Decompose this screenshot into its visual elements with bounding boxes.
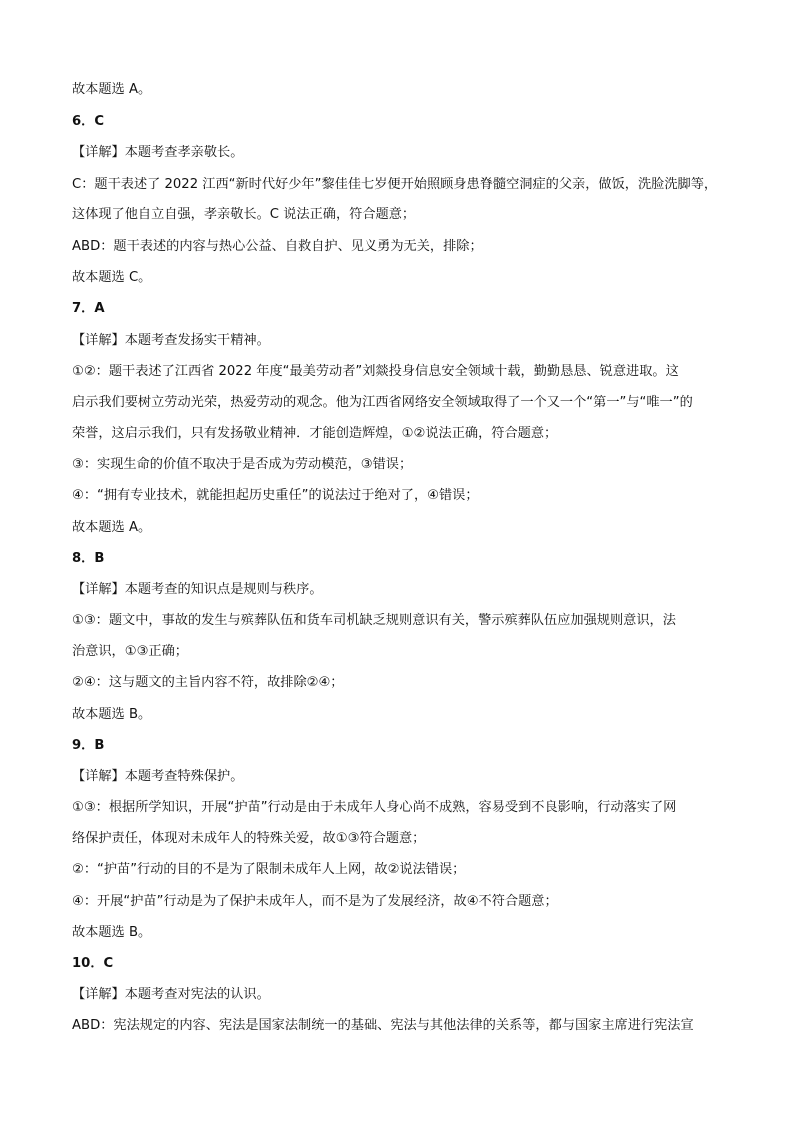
- text-line: 故本题选 B。: [72, 707, 152, 722]
- text-line: ①③：题文中，事故的发生与殡葬队伍和货车司机缺乏规则意识有关，警示殡葬队伍应加强规则意识，法: [72, 613, 676, 628]
- text-line: ②：“护苗”行动的目的不是为了限制未成年人上网，故②说法错误；: [72, 862, 466, 877]
- text-line: ABD：宪法规定的内容、宪法是国家法制统一的基础、宪法与其他法律的关系等，都与国家主席进行宪法宣: [72, 1018, 694, 1033]
- text-line: ③：实现生命的价值不取决于是否成为劳动模范，③错误；: [72, 457, 413, 472]
- text-line: 故本题选 C。: [72, 270, 152, 285]
- question-number: 8．B: [72, 551, 105, 566]
- question-number: 7．A: [72, 301, 105, 316]
- text-line: 荣誉，这启示我们，只有发扬敬业精神．才能创造辉煌，①②说法正确，符合题意；: [72, 426, 558, 441]
- text-line: 【详解】本题考查对宪法的认识。: [72, 987, 270, 1002]
- text-line: 故本题选 B。: [72, 925, 152, 940]
- text-line: C：题干表述了 2022 江西“新时代好少年”黎佳佳七岁便开始照顾身患脊髓空洞症的父亲，做饭，洗脸洗脚等，: [72, 177, 718, 192]
- text-line: 故本题选 A。: [72, 520, 152, 535]
- text-line: 【详解】本题考查特殊保护。: [72, 769, 244, 784]
- text-line: 络保护责任，体现对未成年人的特殊关爱，故①③符合题意；: [72, 831, 426, 846]
- text-line: 治意识，①③正确；: [72, 644, 188, 659]
- text-line: 这体现了他自立自强，孝亲敬长。C 说法正确，符合题意；: [72, 207, 416, 222]
- text-line: ④：开展“护苗”行动是为了保护未成年人，而不是为了发展经济，故④不符合题意；: [72, 894, 558, 909]
- text-line: 故本题选 A。: [72, 82, 152, 97]
- text-line: ④：“拥有专业技术，就能担起历史重任”的说法过于绝对了，④错误；: [72, 488, 479, 503]
- text-line: 启示我们要树立劳动光荣，热爱劳动的观念。他为江西省网络安全领域取得了一个又一个“第一”与“唯一”的: [72, 395, 693, 410]
- text-line: 【详解】本题考查孝亲敬长。: [72, 145, 244, 160]
- text-line: 【详解】本题考查的知识点是规则与秩序。: [72, 582, 323, 597]
- text-line: ①②：题干表述了江西省 2022 年度“最美劳动者”刘燚投身信息安全领域十载，勤勤恳恳、锐意进取。这: [72, 364, 679, 379]
- text-line: ①③：根据所学知识，开展“护苗”行动是由于未成年人身心尚不成熟，容易受到不良影响，行动落实了网: [72, 800, 677, 815]
- text-line: 【详解】本题考查发扬实干精神。: [72, 333, 270, 348]
- question-number: 6．C: [72, 114, 105, 129]
- question-number: 9．B: [72, 738, 105, 753]
- text-line: ABD：题干表述的内容与热心公益、自救自护、见义勇为无关，排除；: [72, 239, 483, 254]
- text-line: ②④：这与题文的主旨内容不符，故排除②④；: [72, 675, 344, 690]
- question-number: 10．C: [72, 956, 114, 971]
